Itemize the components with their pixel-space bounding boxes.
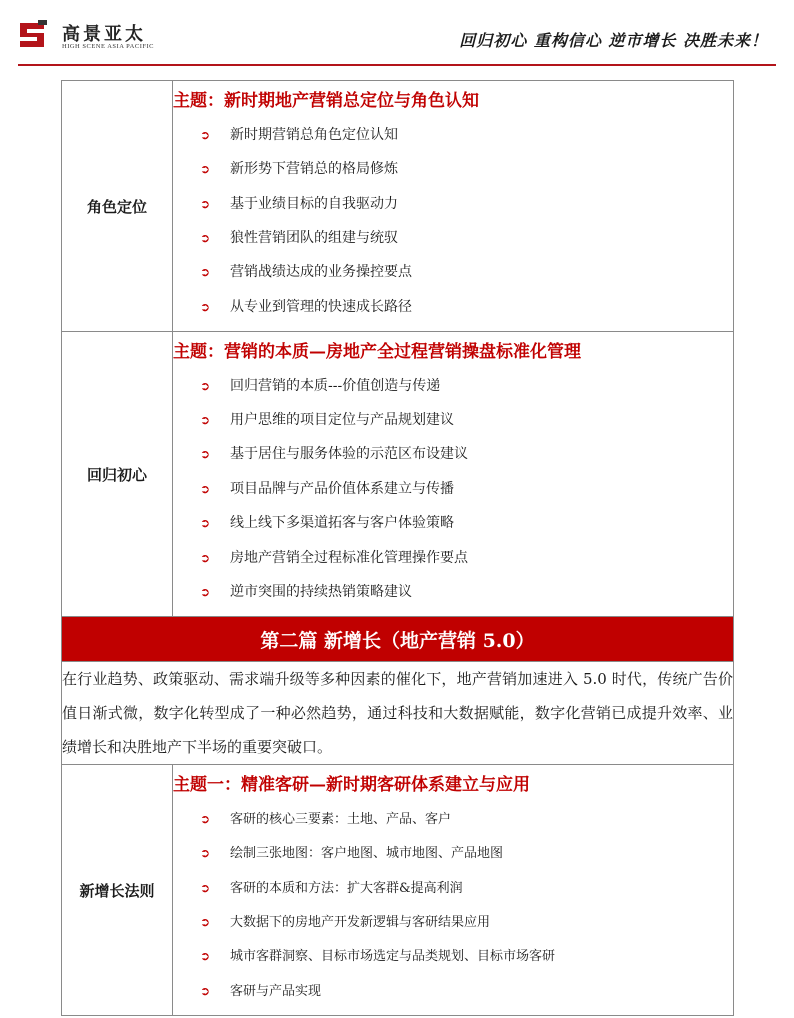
list-item-text: 基于业绩目标的自我驱动力 bbox=[230, 195, 398, 212]
bullet-list bbox=[173, 802, 733, 1008]
arrow-bullet-icon: ➲ bbox=[200, 447, 211, 462]
list-item-text: 从专业到管理的快速成长路径 bbox=[230, 298, 412, 315]
list-item-text: 房地产营销全过程标准化管理操作要点 bbox=[230, 549, 468, 566]
arrow-bullet-icon: ➲ bbox=[200, 949, 211, 964]
arrow-bullet-icon: ➲ bbox=[200, 846, 211, 861]
table-row bbox=[62, 765, 734, 1016]
list-item-text: 线上线下多渠道拓客与客户体验策略 bbox=[230, 515, 454, 532]
list-item bbox=[200, 836, 733, 870]
arrow-bullet-icon: ➲ bbox=[200, 127, 211, 142]
arrow-bullet-icon: ➲ bbox=[200, 983, 211, 998]
arrow-bullet-icon: ➲ bbox=[200, 516, 211, 531]
logo-chinese-name: 高景亚太 bbox=[62, 24, 146, 45]
list-item bbox=[200, 437, 733, 471]
row-label: 新增长法则 bbox=[62, 765, 173, 1016]
course-outline-table bbox=[61, 80, 734, 1016]
list-item bbox=[200, 255, 733, 289]
list-item bbox=[200, 369, 733, 403]
arrow-bullet-icon: ➲ bbox=[200, 265, 211, 280]
table-row bbox=[62, 81, 734, 332]
list-item bbox=[200, 403, 733, 437]
list-item bbox=[200, 221, 733, 255]
list-item-text: 客研的本质和方法：扩大客群&提高利润 bbox=[230, 880, 463, 896]
arrow-bullet-icon: ➲ bbox=[200, 584, 211, 599]
arrow-bullet-icon: ➲ bbox=[200, 299, 211, 314]
arrow-bullet-icon: ➲ bbox=[200, 162, 211, 177]
list-item-text: 新形势下营销总的格局修炼 bbox=[230, 161, 398, 178]
list-item-text: 营销战绩达成的业务操控要点 bbox=[230, 264, 412, 281]
table-row bbox=[62, 662, 734, 765]
list-item bbox=[200, 290, 733, 324]
row-content bbox=[173, 332, 734, 617]
row-content bbox=[173, 765, 734, 1016]
bullet-list bbox=[173, 369, 733, 610]
list-item bbox=[200, 187, 733, 221]
list-item-text: 回归营销的本质---价值创造与传递 bbox=[230, 377, 441, 394]
header-divider bbox=[18, 64, 776, 66]
row-label: 回归初心 bbox=[62, 332, 173, 617]
list-item-text: 逆市突围的持续热销策略建议 bbox=[230, 583, 412, 600]
header-slogan: 回归初心 重构信心 逆市增长 决胜未来！ bbox=[459, 31, 768, 50]
list-item-text: 用户思维的项目定位与产品规划建议 bbox=[230, 412, 454, 429]
list-item-text: 绘制三张地图：客户地图、城市地图、产品地图 bbox=[230, 846, 504, 862]
arrow-bullet-icon: ➲ bbox=[200, 413, 211, 428]
list-item-text: 城市客群洞察、目标市场选定与品类规划、目标市场客研 bbox=[230, 949, 556, 965]
part-title-bar: 第二篇 新增长（地产营销 5.0） bbox=[62, 617, 734, 662]
arrow-bullet-icon: ➲ bbox=[200, 550, 211, 565]
list-item bbox=[200, 118, 733, 152]
list-item bbox=[200, 974, 733, 1008]
list-item bbox=[200, 152, 733, 186]
theme-title: 主题：营销的本质—房地产全过程营销操盘标准化管理 bbox=[173, 341, 581, 362]
list-item-text: 客研与产品实现 bbox=[230, 983, 322, 999]
list-item-text: 基于居住与服务体验的示范区布设建议 bbox=[230, 446, 468, 463]
list-item bbox=[200, 575, 733, 609]
list-item bbox=[200, 802, 733, 836]
part-intro-text: 在行业趋势、政策驱动、需求端升级等多种因素的催化下，地产营销加速进入 5.0 时代，传统广告价值日渐式微，数字化转型成了一种必然趋势，通过科技和大数据赋能，数字化营销已成提升效率、业绩增长和决胜地产下半场的重要突破口。 bbox=[62, 662, 734, 765]
page-header bbox=[0, 0, 794, 68]
arrow-bullet-icon: ➲ bbox=[200, 196, 211, 211]
table-row bbox=[62, 617, 734, 662]
logo-icon bbox=[18, 20, 48, 50]
list-item bbox=[200, 905, 733, 939]
theme-title: 主题：新时期地产营销总定位与角色认知 bbox=[173, 90, 479, 111]
arrow-bullet-icon: ➲ bbox=[200, 378, 211, 393]
list-item-text: 客研的核心三要素：土地、产品、客户 bbox=[230, 811, 452, 827]
list-item bbox=[200, 541, 733, 575]
list-item-text: 大数据下的房地产开发新逻辑与客研结果应用 bbox=[230, 915, 491, 930]
bullet-list bbox=[173, 118, 733, 324]
list-item bbox=[200, 506, 733, 540]
list-item bbox=[200, 871, 733, 905]
table-row bbox=[62, 332, 734, 617]
arrow-bullet-icon: ➲ bbox=[200, 231, 211, 245]
arrow-bullet-icon: ➲ bbox=[200, 481, 211, 496]
logo-english-name: HIGH SCENE ASIA PACIFIC bbox=[62, 43, 154, 50]
list-item-text: 狼性营销团队的组建与统驭 bbox=[230, 230, 398, 246]
list-item bbox=[200, 939, 733, 973]
list-item-text: 项目品牌与产品价值体系建立与传播 bbox=[230, 480, 454, 497]
list-item bbox=[200, 472, 733, 506]
arrow-bullet-icon: ➲ bbox=[200, 915, 211, 929]
row-label: 角色定位 bbox=[62, 81, 173, 332]
list-item-text: 新时期营销总角色定位认知 bbox=[230, 126, 398, 143]
theme-title: 主题一：精准客研—新时期客研体系建立与应用 bbox=[173, 774, 530, 795]
row-content bbox=[173, 81, 734, 332]
arrow-bullet-icon: ➲ bbox=[200, 811, 211, 826]
arrow-bullet-icon: ➲ bbox=[200, 880, 211, 895]
